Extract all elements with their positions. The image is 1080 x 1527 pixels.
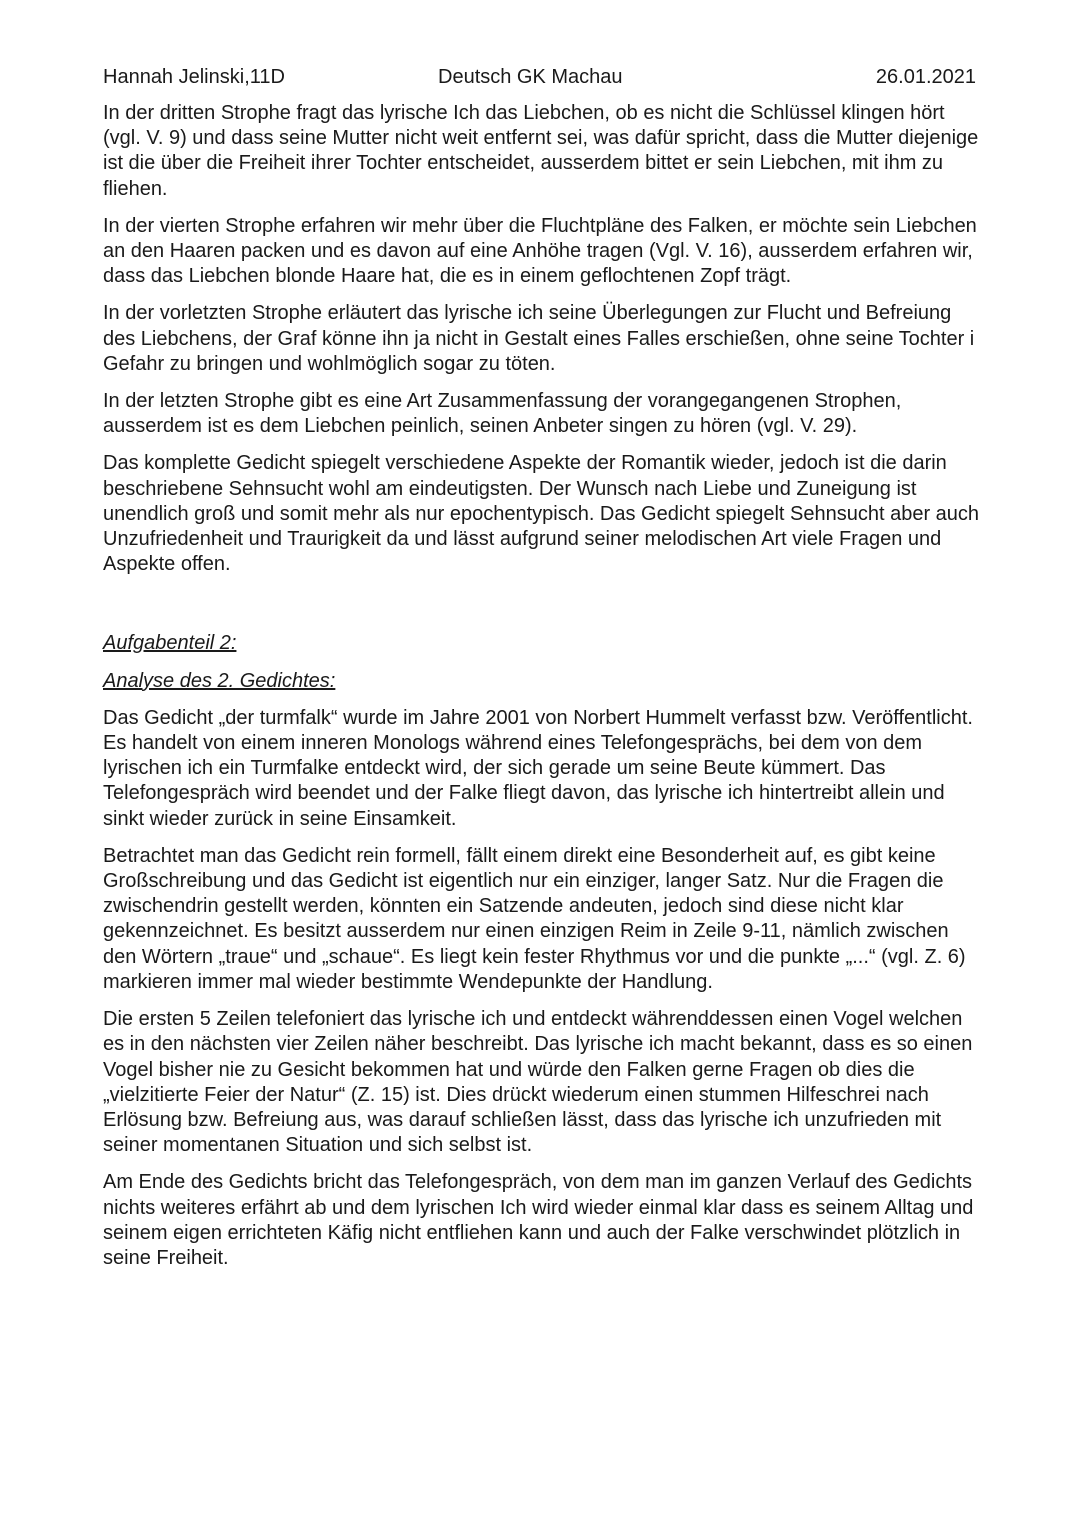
paragraph-content-analysis: Die ersten 5 Zeilen telefoniert das lyrische ich und entdeckt währenddessen einen Vogel welchen es in den nächsten vier Zeilen näher beschreibt. Das lyrische ich macht bekannt, dass es so einen Vogel bisher nie zu Gesicht bekommen hat und würde den Falken gerne Fragen ob dies die „vielzitierte Feier der Natur“ (Z. 15) ist. Dies drückt wiederum einen stummen Hilfeschrei nach Erlösung bzw. Befreiung aus, was darauf schließen lässt, dass das lyrische ich unzufrieden mit seiner momentanen Situation und sich selbst ist. (103, 1008, 973, 1157)
document-body (103, 101, 983, 1283)
document-date: 26.01.2021 (875, 66, 976, 88)
section-subheading: Analyse des 2. Gedichtes: (103, 669, 336, 692)
paragraph-strophe-6: In der letzten Strophe gibt es eine Art Zusammenfassung der vorangegangenen Strophen, ausserdem ist es dem Liebchen peinlich, seinen Anbeter singen zu hören (vgl. V. 29). (103, 390, 902, 438)
paragraph-ending-analysis: Am Ende des Gedichts bricht das Telefongespräch, von dem man im ganzen Verlauf des Gedichts nichts weiteres erfährt ab und dem lyrischen Ich wird wieder einmal klar dass es seinem Alltag und seinem eigen errichteten Käfig nicht entfliehen kann und auch der Falke verschwindet plötzlich in seine Freiheit. (103, 1171, 974, 1269)
paragraph-introduction: Das Gedicht „der turmfalk“ wurde im Jahre 2001 von Norbert Hummelt verfasst bzw. Veröffentlicht. Es handelt von einem inneren Monologs während eines Telefongesprächs, bei dem von dem lyrischen ich ein Turmfalke entdeckt wird, der sich gerade um seine Beute kümmert. Das Telefongespräch wird beendet und der Falke fliegt davon, das lyrische ich hintertreibt allein und sinkt wieder zurück in seine Einsamkeit. (103, 706, 973, 830)
paragraph-conclusion: Das komplette Gedicht spiegelt verschiedene Aspekte der Romantik wieder, jedoch ist die darin beschriebene Sehnsucht wohl am eindeutigsten. Der Wunsch nach Liebe und Zuneigung ist unendlich groß und somit mehr als nur epochentypisch. Das Gedicht spiegelt Sehnsucht aber auch Unzufriedenheit und Traurigkeit da und lässt aufgrund seiner melodischen Art viele Fragen und Aspekte offen. (103, 452, 980, 576)
paragraph-strophe-3: In der dritten Strophe fragt das lyrische Ich das Liebchen, ob es nicht die Schlüssel klingen hört (vgl. V. 9) und dass seine Mutter nicht weit entfernt sei, was dafür spricht, dass die Mutter diejenige ist die über die Freiheit ihrer Tochter entscheidet, ausserdem bittet er sein Liebchen, mit ihm zu fliehen. (103, 102, 979, 200)
paragraph-form-analysis: Betrachtet man das Gedicht rein formell, fällt einem direkt eine Besonderheit auf, es gibt keine Großschreibung und das Gedicht ist eigentlich nur ein einziger, langer Satz. Nur die Fragen die zwischendrin gestellt werden, könnten ein Satzende andeuten, jedoch sind diese nicht klar gekennzeichnet. Es besitzt ausserdem nur einen einzigen Reim in Zeile 9-11, nämlich zwischen den Wörtern „traue“ und „schaue“. Es liegt kein fester Rhythmus vor und die punkte „...“ (vgl. Z. 6) markieren immer mal wieder bestimmte Wendepunkte der Handlung. (103, 844, 966, 993)
page-header (103, 62, 976, 92)
paragraph-strophe-5: In der vorletzten Strophe erläutert das lyrische ich seine Überlegungen zur Flucht und Befreiung des Liebchens, der Graf könne ihn ja nicht in Gestalt eines Falles erschießen, ohne seine Tochter i Gefahr zu bringen und wohlmöglich sogar zu töten. (103, 302, 975, 375)
paragraph-strophe-4: In der vierten Strophe erfahren wir mehr über die Fluchtpläne des Falken, er möchte sein Liebchen an den Haaren packen und es davon auf eine Anhöhe tragen (Vgl. V. 16), ausserdem erfahren wir, dass das Liebchen blonde Haare hat, die es in einem geflochtenen Zopf trägt. (103, 214, 977, 288)
section-heading: Aufgabenteil 2: (103, 632, 237, 655)
author-name: Hannah Jelinski,11D (103, 66, 285, 88)
course-name: Deutsch GK Machau (438, 66, 623, 88)
